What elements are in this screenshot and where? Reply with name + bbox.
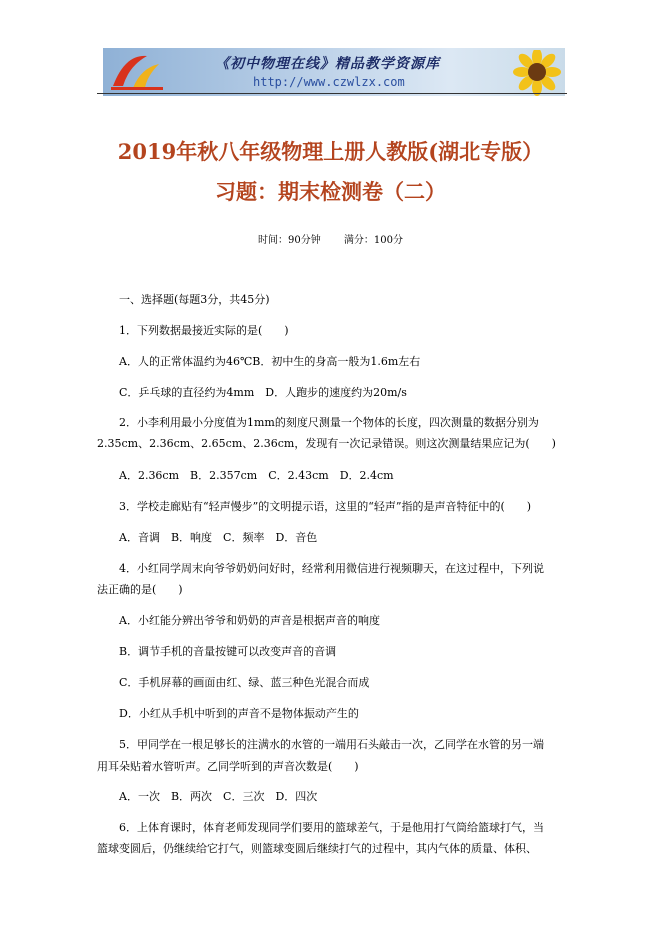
question-4-option-a: A．小红能分辨出爷爷和奶奶的声音是根据声音的响度	[119, 614, 380, 627]
exam-time: 时间：90分钟	[257, 235, 321, 246]
question-2-line1: 2．小李利用最小分度值为1mm的刻度尺测量一个物体的长度，四次测量的数据分别为	[119, 416, 539, 429]
exam-meta	[0, 231, 661, 246]
question-6-line1: 6．上体育课时，体育老师发现同学们要用的篮球差气，于是他用打气筒给篮球打气，当	[119, 821, 544, 834]
question-4-line1: 4．小红同学周末向爷爷奶奶问好时，经常利用微信进行视频聊天，在这过程中，下列说	[119, 562, 544, 575]
question-2-line2: 2.35cm、2.36cm、2.65cm、2.36cm，发现有一次记录错误。则这次测量结果应记为( )	[97, 437, 556, 450]
question-1-options-cd: C．乒乓球的直径约为4mm D．人跑步的速度约为20m/s	[119, 386, 407, 399]
question-4-line2: 法正确的是( )	[97, 583, 183, 596]
exam-score: 满分：100分	[343, 235, 403, 246]
question-1-options-ab: A．人的正常体温约为46℃B．初中生的身高一般为1.6m左右	[119, 355, 421, 368]
site-logo	[107, 50, 167, 94]
banner-url[interactable]: http://www.czwlzx.com	[253, 75, 405, 89]
question-4-option-d: D．小红从手机中听到的声音不是物体振动产生的	[119, 707, 359, 720]
question-4-option-b: B．调节手机的音量按键可以改变声音的音调	[119, 645, 337, 658]
question-5-line1: 5．甲同学在一根足够长的注满水的水管的一端用石头敲击一次，乙同学在水管的另一端	[119, 738, 544, 751]
question-5-line2: 用耳朵贴着水管听声。乙同学听到的声音次数是( )	[97, 760, 359, 773]
question-5-options: A．一次 B．两次 C．三次 D．四次	[119, 790, 318, 803]
sunflower-icon	[505, 50, 565, 96]
header-rule	[97, 93, 567, 94]
question-4-option-c: C．手机屏幕的画面由红、绿、蓝三种色光混合而成	[119, 676, 370, 689]
question-1: 1．下列数据最接近实际的是( )	[119, 324, 289, 337]
question-6-line2: 篮球变圆后，仍继续给它打气，则篮球变圆后继续打气的过程中，其内气体的质量、体积、	[97, 842, 537, 855]
question-2-options: A．2.36cm B．2.357cm C．2.43cm D．2.4cm	[119, 469, 394, 482]
section-heading: 一、选择题(每题3分，共45分)	[119, 293, 270, 306]
doc-title-line1: 2019年秋八年级物理上册人教版(湖北专版）	[117, 139, 544, 164]
banner-title: 《初中物理在线》精品教学资源库	[215, 56, 440, 72]
question-3: 3．学校走廊贴有“轻声慢步”的文明提示语，这里的“轻声”指的是声音特征中的( )	[119, 500, 532, 513]
header-banner	[103, 48, 565, 96]
question-3-options: A．音调 B．响度 C．频率 D．音色	[119, 531, 318, 544]
doc-title-line2: 习题：期末检测卷（二）	[215, 179, 446, 204]
